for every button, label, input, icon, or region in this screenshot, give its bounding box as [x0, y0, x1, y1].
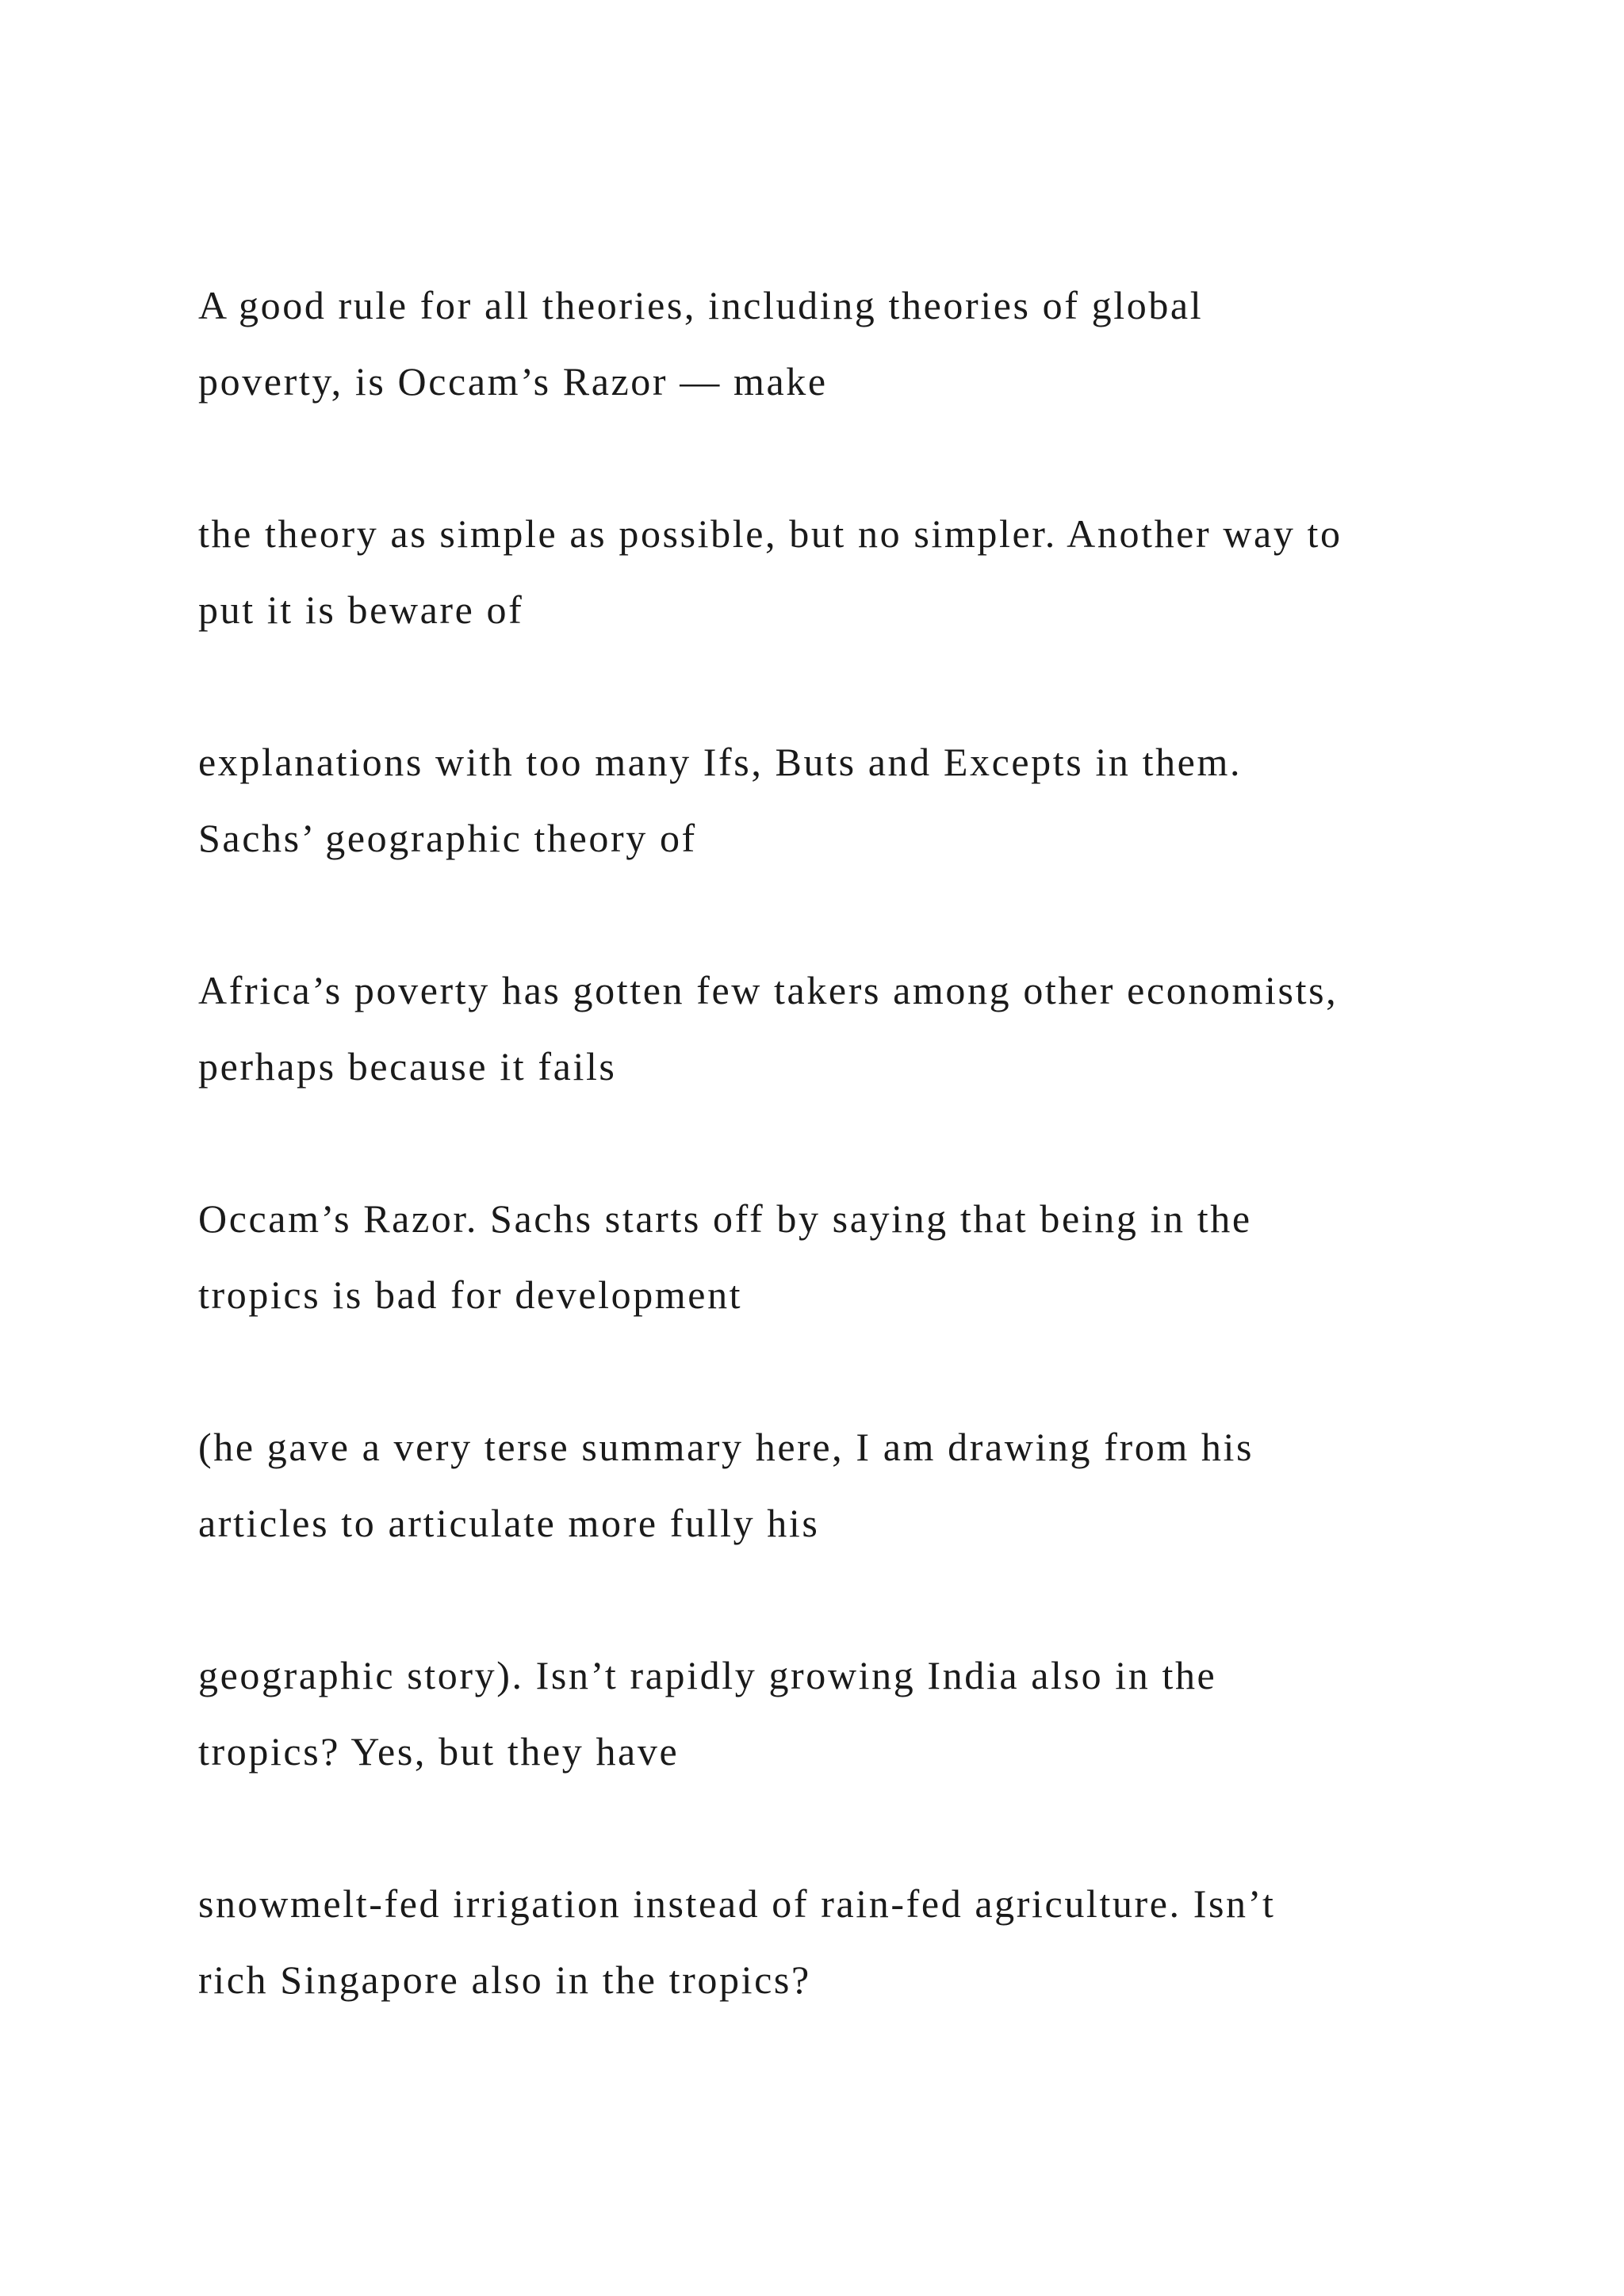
paragraph-line: perhaps because it fails [198, 1044, 617, 1089]
paragraph-line: articles to articulate more fully his [198, 1501, 820, 1545]
paragraph-2 [198, 496, 1546, 648]
paragraph-line: put it is beware of [198, 587, 524, 632]
paragraph-line: rich Singapore also in the tropics? [198, 1957, 811, 2002]
paragraph-line: Africa’s poverty has gotten few takers among other economists, [198, 968, 1339, 1012]
paragraph-6 [198, 1409, 1546, 1561]
paragraph-4 [198, 952, 1546, 1104]
paragraph-3 [198, 724, 1546, 876]
paragraph-line: the theory as simple as possible, but no simpler. Another way to [198, 511, 1342, 556]
paragraph-1 [198, 267, 1546, 419]
paragraph-line: tropics? Yes, but they have [198, 1729, 680, 1774]
paragraph-line: A good rule for all theories, including theories of global [198, 283, 1204, 327]
paragraph-line: Occam’s Razor. Sachs starts off by saying that being in the [198, 1196, 1252, 1241]
document-body [198, 267, 1546, 2094]
paragraph-7 [198, 1637, 1546, 1789]
paragraph-line: poverty, is Occam’s Razor — make [198, 359, 828, 404]
paragraph-line: explanations with too many Ifs, Buts and Excepts in them. [198, 740, 1243, 784]
paragraph-line: (he gave a very terse summary here, I am drawing from his [198, 1425, 1254, 1469]
paragraph-line: geographic story). Isn’t rapidly growing India also in the [198, 1653, 1217, 1697]
paragraph-5 [198, 1181, 1546, 1333]
paragraph-line: snowmelt-fed irrigation instead of rain-fed agriculture. Isn’t [198, 1881, 1276, 1926]
paragraph-line: Sachs’ geographic theory of [198, 816, 697, 860]
paragraph-8 [198, 1866, 1546, 2018]
paragraph-line: tropics is bad for development [198, 1272, 743, 1317]
